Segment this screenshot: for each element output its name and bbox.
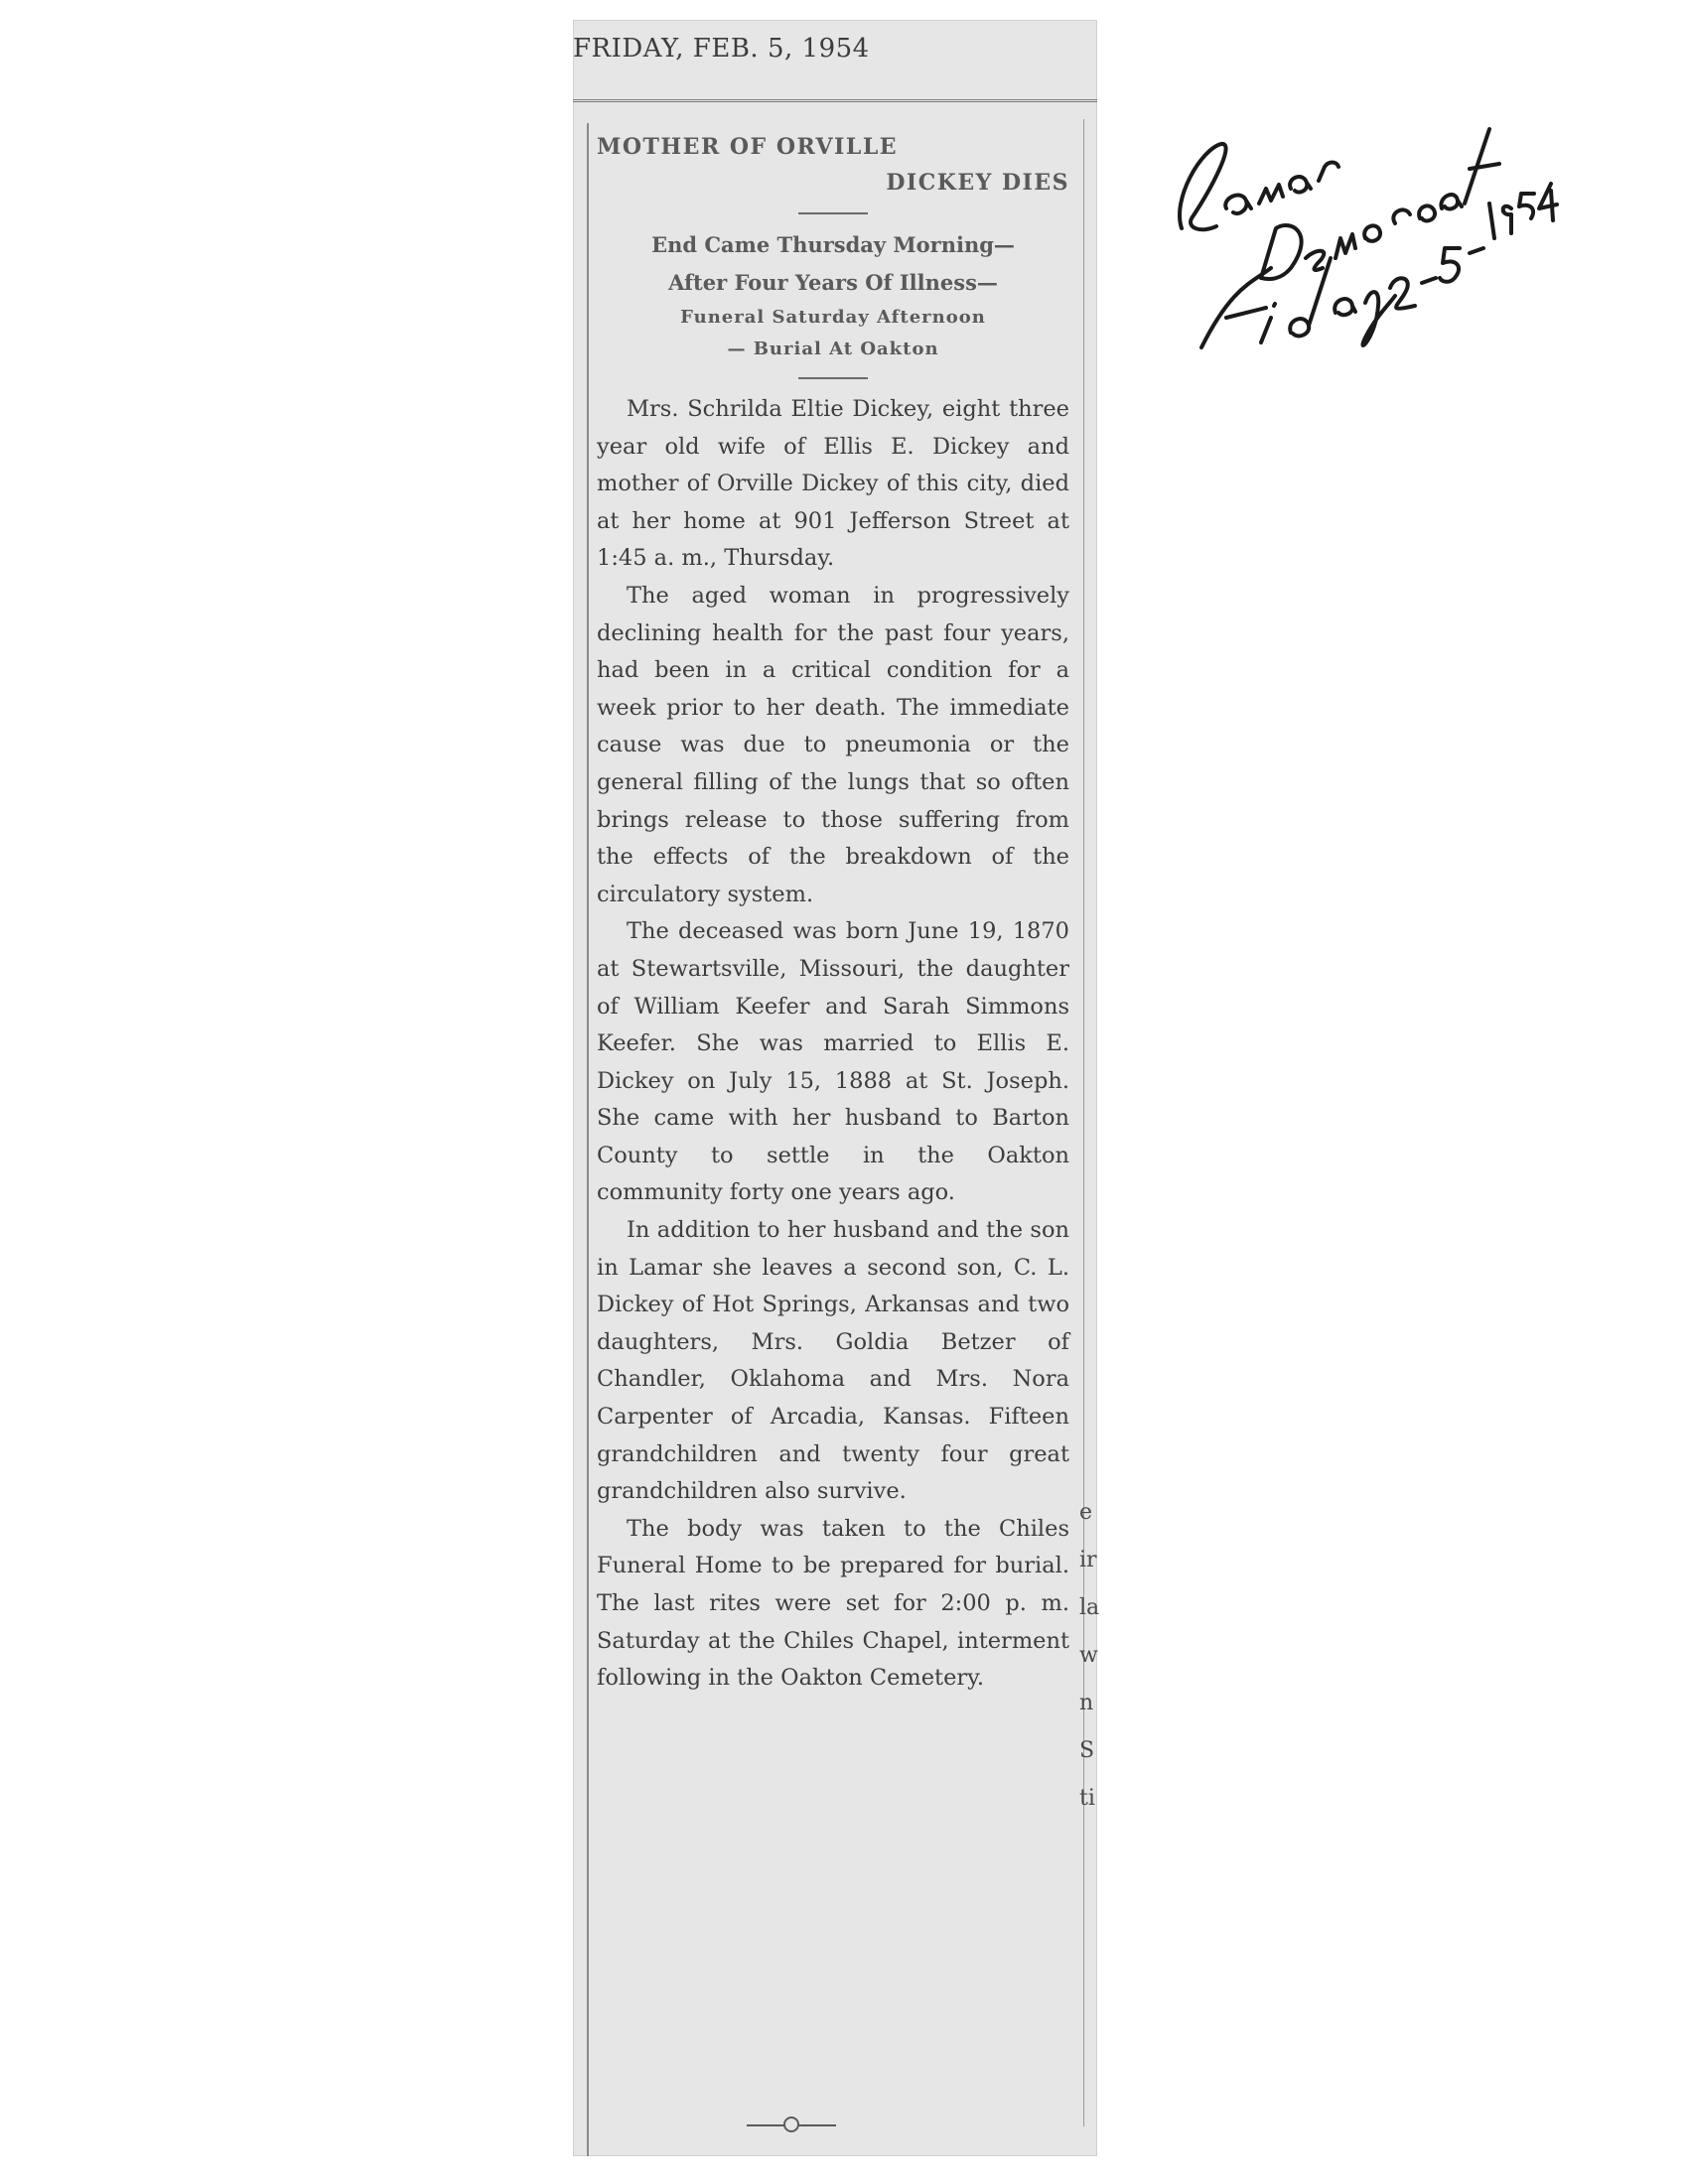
adjacent-column-fragments xyxy=(1079,1489,1100,1823)
headline-line-1: MOTHER OF ORVILLE xyxy=(597,134,899,160)
deck-line-4: — Burial At Oakton xyxy=(727,339,939,359)
fragment: la xyxy=(1079,1595,1100,1620)
newspaper-clipping xyxy=(573,20,1100,2156)
paragraph: The aged woman in progressively declining health for the past four years, had been in a critical condition for a week prior to her death. The immediate cause was due to pneumonia or the general filling of the lungs that so often brings release to those suffering from the effects of the breakdown of the circulatory system. xyxy=(597,582,1069,907)
fragment: n xyxy=(1079,1691,1094,1715)
note-line xyxy=(1142,109,1143,110)
headline-line-2: DICKEY DIES xyxy=(886,170,1069,196)
deck-divider xyxy=(798,377,868,379)
paragraph: The body was taken to the Chiles Funeral Home to be prepared for burial. The last rites were set for 2:00 p. m. Saturday at the Chiles Chapel, interment following in the Oakton Cemetery. xyxy=(597,1515,1069,1692)
obituary-article xyxy=(597,129,1069,1698)
deck-line-2: After Four Years Of Illness— xyxy=(668,270,998,295)
fragment: w xyxy=(1079,1643,1098,1668)
subheadline xyxy=(597,226,1069,365)
handwriting-drawing xyxy=(1142,109,1559,407)
headline-divider xyxy=(798,212,868,214)
masthead-rule xyxy=(573,99,1097,102)
fragment: ti xyxy=(1079,1786,1095,1811)
column-rule-right xyxy=(1083,119,1084,2126)
handwritten-annotation xyxy=(1142,109,1559,407)
fragment: e xyxy=(1079,1500,1093,1525)
fragment: S xyxy=(1079,1738,1095,1763)
paragraph: The deceased was born June 19, 1870 at Stewartsville, Missouri, the daughter of William Keefer and Sarah Simmons Keefer. She was married to Ellis E. Dickey on July 15, 1888 at St. Joseph. She came with her husband to Barton County to settle in the Oakton community forty one years ago. xyxy=(597,918,1069,1206)
column-rule-left xyxy=(587,123,589,2156)
end-ornament-icon xyxy=(783,2116,799,2132)
dateline: FRIDAY, FEB. 5, 1954 xyxy=(573,34,870,64)
deck-line-1: End Came Thursday Morning— xyxy=(651,232,1015,257)
headline xyxy=(597,129,1069,201)
deck-line-3: Funeral Saturday Afternoon xyxy=(680,307,986,328)
paragraph: In addition to her husband and the son in Lamar she leaves a second son, C. L. Dickey of Hot Springs, Arkansas and two daughters, Mrs. Goldia Betzer of Chandler, Oklahoma and Mrs. Nora Carpenter of Arcadia, Kansas. Fifteen grandchildren and twenty four great grandchildren also survive. xyxy=(597,1217,1069,1505)
article-body xyxy=(597,391,1069,1698)
paragraph: Mrs. Schrilda Eltie Dickey, eight three year old wife of Ellis E. Dickey and mother of Orville Dickey of this city, died at her home at 901 Jefferson Street at 1:45 a. m., Thursday. xyxy=(597,396,1069,572)
handwritten-note-text xyxy=(1142,109,1143,110)
fragment: ir xyxy=(1079,1548,1097,1572)
